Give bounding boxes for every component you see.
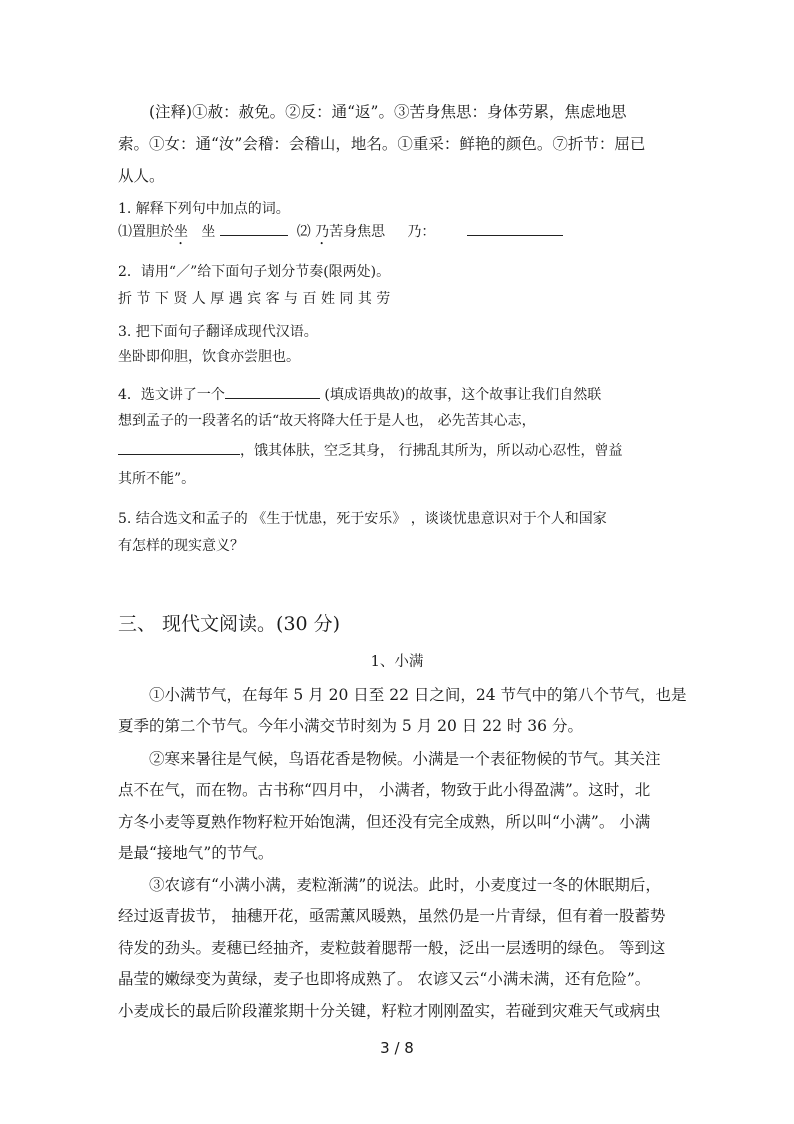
q1-part2-answer-label: 乃：	[407, 224, 436, 240]
passage-p1-line-1: ①小满节气，在每年 5 月 20 日至 22 日之间，24 节气中的第八个节气，也是	[118, 686, 687, 704]
q1-part1-dotted-word: 坐	[174, 224, 188, 240]
question-4-line-3	[118, 440, 622, 461]
question-4-line-4: 其所不能”。	[118, 471, 196, 487]
page-current: 3	[380, 1039, 390, 1057]
passage-p3-line-5: 小麦成长的最后阶段灌浆期十分关键，籽粒才刚刚盈实，若碰到灾难天气或病虫	[118, 1002, 661, 1020]
q1-part1-answer-blank[interactable]	[220, 221, 288, 236]
q1-part1-answer-label: 坐	[201, 224, 216, 240]
q4-quote-blank[interactable]	[118, 440, 240, 455]
page-number	[0, 1039, 794, 1057]
q1-part2-rest: 苦身焦思	[329, 224, 386, 240]
note-line-3: 从人。	[118, 167, 165, 185]
q4-text-a: 4．选文讲了一个	[118, 387, 225, 403]
question-4-line-2: 想到孟子的一段著名的话“故天将降大任于是人也， 必先苦其心志，	[118, 413, 536, 429]
section-3-heading: 三、 现代文阅读。(30 分)	[118, 613, 341, 635]
q1-part1-prefix: ⑴置胆於	[118, 224, 174, 240]
q1-part2-answer-blank[interactable]	[467, 221, 563, 236]
passage-p2-line-2: 点不在气，而在物。古书称“四月中， 小满者，物致于此小得盈满”。这时，北	[118, 781, 651, 799]
passage-title: 1、小满	[370, 654, 424, 670]
question-3-title: 3. 把下面句子翻译成现代汉语。	[118, 324, 318, 340]
passage-p2-line-4: 是最“接地气”的节气。	[118, 844, 274, 862]
q1-part2-dotted-word: 乃	[315, 224, 330, 240]
passage-p2-line-3: 方冬小麦等夏熟作物籽粒开始饱满，但还没有完全成熟，所以叫“小满”。 小满	[118, 813, 651, 831]
page-separator: /	[389, 1039, 405, 1057]
q4-text-b: (填成语典故)的故事，这个故事让我们自然联	[324, 387, 602, 403]
question-1-title: 1. 解释下列句中加点的词。	[118, 201, 290, 217]
page-total: 8	[404, 1039, 414, 1057]
note-line-1: (注释)①赦：赦免。②反：通“返”。③苦身焦思：身体劳累，焦虑地思	[118, 103, 627, 121]
question-3-sentence: 坐卧即仰胆，饮食亦尝胆也。	[118, 349, 300, 365]
note-line-2: 索。①女：通“汝”会稽：会稽山，地名。①重采：鲜艳的颜色。⑦折节：屈已	[118, 135, 646, 153]
question-4-line-1	[118, 384, 601, 405]
q4-line-3-text: ，饿其体肤，空乏其身， 行拂乱其所为，所以动心忍性，曾益	[240, 443, 623, 459]
q4-idiom-blank[interactable]	[225, 384, 320, 399]
passage-p3-line-2: 经过返青拔节， 抽穗开花，亟需薰风暖熟，虽然仍是一片青绿，但有着一股蓄势	[118, 907, 666, 925]
question-2-sentence: 折 节 下 贤 人 厚 遇 宾 客 与 百 姓 同 其 劳	[118, 291, 391, 307]
question-5-line-1: 5. 结合选文和孟子的 《生于忧患，死于安乐》 ，谈谈忧患意识对于个人和国家	[118, 511, 607, 527]
question-1-items	[118, 221, 563, 248]
question-5-line-2: 有怎样的现实意义？	[118, 538, 244, 554]
passage-p1-line-2: 夏季的第二个节气。今年小满交节时刻为 5 月 20 日 22 时 36 分。	[118, 717, 583, 735]
passage-p3-line-4: 晶莹的嫩绿变为黄绿，麦子也即将成熟了。 农谚又云“小满未满，还有危险”。	[118, 970, 651, 988]
passage-p2-line-1: ②寒来暑往是气候，鸟语花香是物候。小满是一个表征物候的节气。其关注	[118, 750, 661, 768]
passage-p3-line-3: 待发的劲头。麦穗已经抽齐，麦粒鼓着腮帮一般，泛出一层透明的绿色。 等到这	[118, 939, 666, 957]
passage-p3-line-1: ③农谚有“小满小满，麦粒渐满”的说法。此时，小麦度过一冬的休眠期后，	[118, 876, 661, 894]
question-2-title: 2．请用“／”给下面句子划分节奏(限两处)。	[118, 264, 391, 280]
q1-part2-prefix: ⑵	[296, 224, 316, 240]
